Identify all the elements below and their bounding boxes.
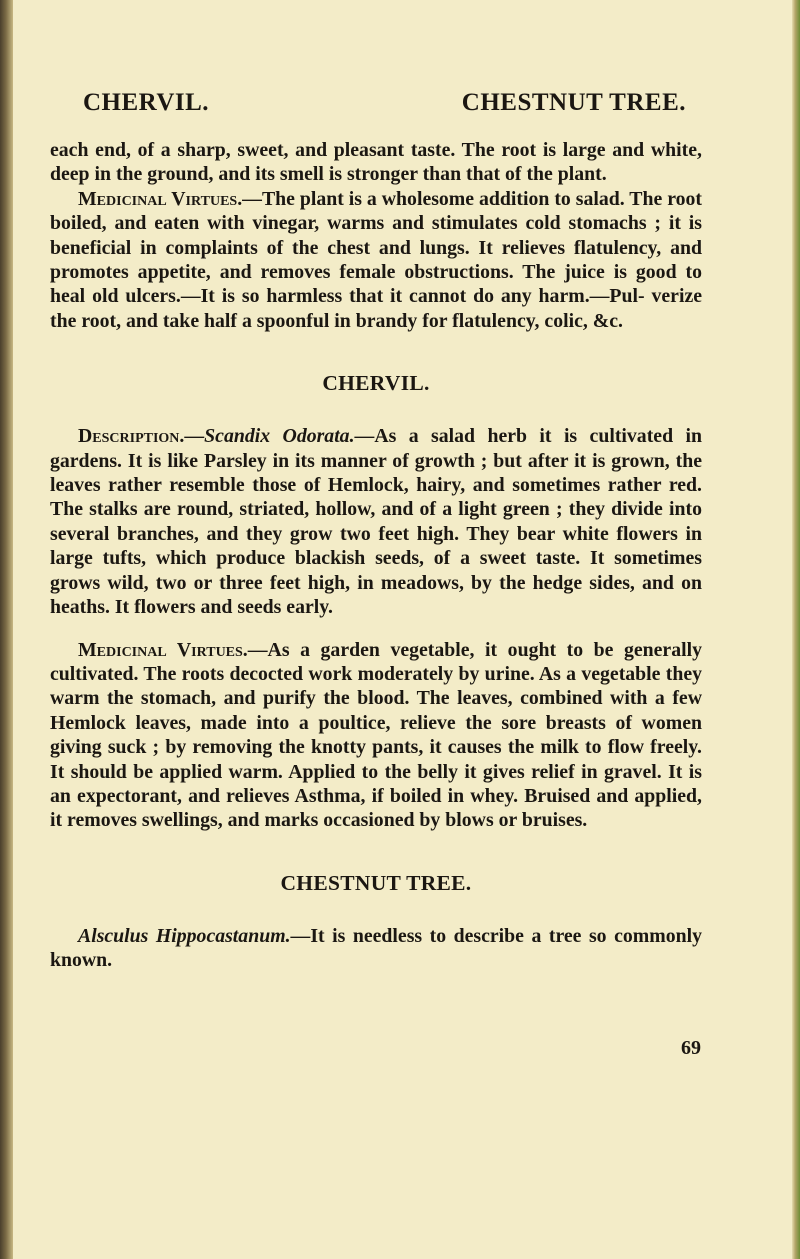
paragraph-root-description: each end, of a sharp, sweet, and pleasant taste. The root is large and white, deep in the ground, and its smell is stronger than that of the plant.: [50, 139, 702, 186]
running-head-right: CHESTNUT TREE.: [461, 89, 686, 116]
paragraph-medicinal-virtues-2: Medicinal Virtues.—As a garden vegetable, it ought to be generally cultivated. The roots decocted work moderately by urine. As a vegetable they warm the stomach, and purify the blood. The leaves, combined with a few Hemlock leaves, made into a poultice, relieve the sore breasts of women giving suck ; by removing the knotty pants, it causes the milk to flow freely. It should be applied warm. Applied to the belly it gives relief in gravel. It is an expectorant, and relieves Asthma, if boiled in whey. Bruised and applied, it removes swellings, and marks occasioned by blows or bruises.: [50, 638, 702, 832]
section-label: Medicinal Virtues.: [78, 638, 248, 661]
botanical-name: Scandix Odorata.: [204, 425, 355, 448]
page-binding-edge: [0, 0, 13, 1259]
page-number: 69: [681, 1037, 701, 1059]
running-head-left: CHERVIL.: [83, 89, 210, 116]
page-right-edge: [792, 0, 800, 1259]
heading-chestnut-tree: CHESTNUT TREE.: [280, 870, 472, 895]
section-label: Description.: [78, 425, 185, 448]
botanical-name: Alsculus Hippocastanum.: [78, 924, 291, 947]
running-head: [50, 88, 702, 118]
paragraph-chestnut: Alsculus Hippocastanum.—It is needless to describe a tree so commonly known.: [50, 924, 702, 972]
section-label: Medicinal Virtues.: [78, 187, 243, 210]
paragraph-description: Description.—Scandix Odorata.—As a salad herb it is cultivated in gardens. It is like Parsley in its manner of growth ; but after it is grown, the leaves rather resemble those of Hemlock, hairy, and sometimes rather red. The stalks are round, striated, hollow, and of a light green ; they divide into several branches, and they grow two feet high. They bear white flowers in large tufts, which produce blackish seeds, of a sweet taste. It sometimes grows wild, two or three feet high, in meadows, by the hedge sides, and on heaths. It flowers and seeds early.: [50, 425, 702, 619]
heading-chervil: CHERVIL.: [322, 371, 430, 396]
paragraph-medicinal-virtues-1: Medicinal Virtues.—The plant is a wholesome addition to salad. The root boiled, and eaten with vinegar, warms and stimulates cold stomachs ; it is beneficial in complaints of the chest and lungs. It relieves flatulency, and promotes appetite, and removes female obstructions. The juice is good to heal old ulcers.—It is so harmless that it cannot do any harm.—Pul- verize the root, and take half a spoonful in brandy for flatulency, colic, &c.: [50, 187, 702, 332]
book-page: [50, 88, 702, 973]
